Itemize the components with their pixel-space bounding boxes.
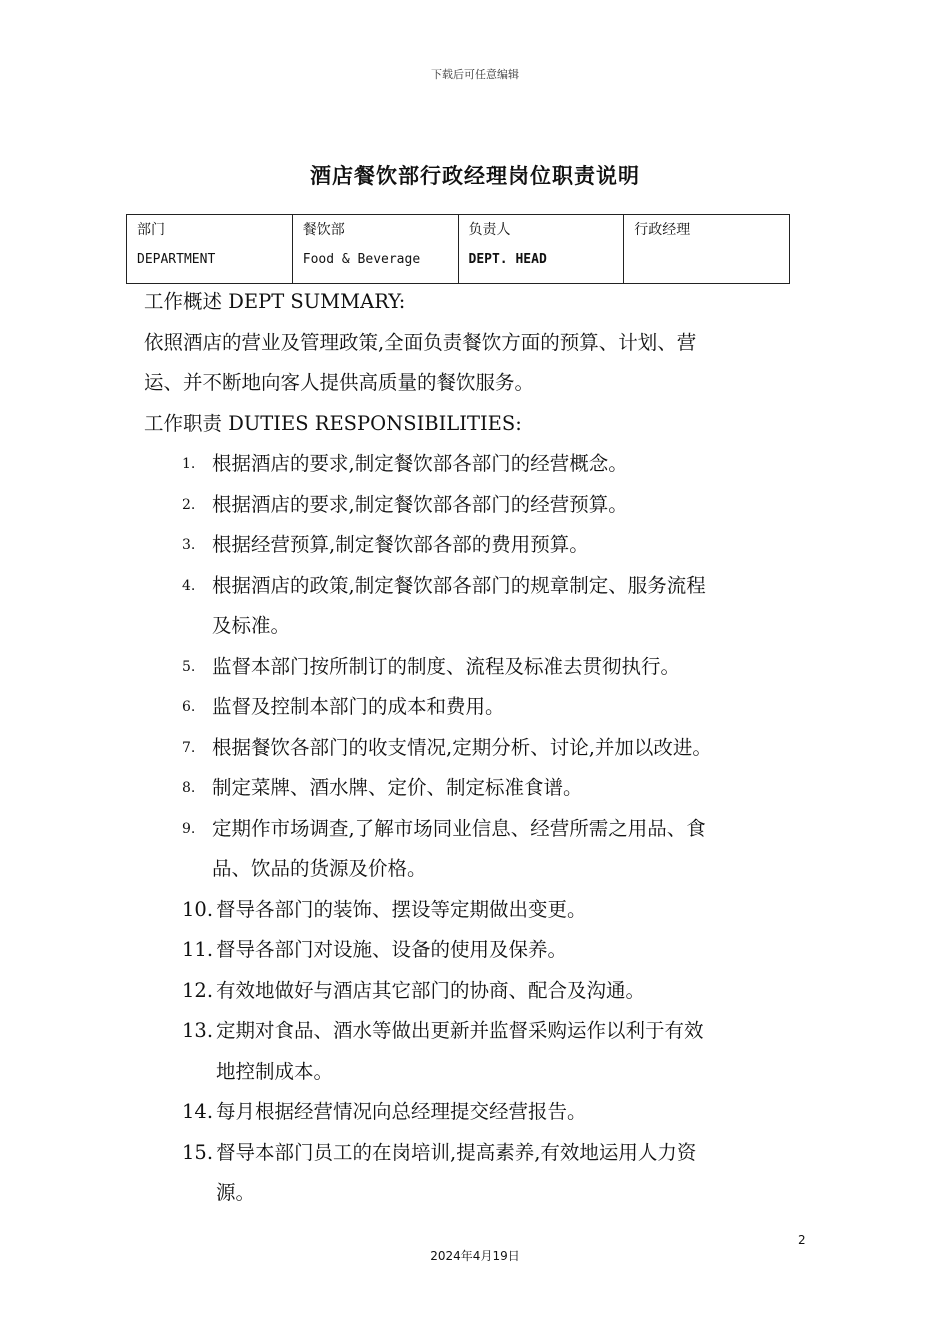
duty-text: 定期作市场调查,了解市场同业信息、经营所需之用品、食 [212, 816, 706, 840]
duty-text-continuation: 及标准。 [212, 614, 291, 637]
head-value-cell [624, 215, 790, 284]
duty-number: 4. [182, 577, 196, 594]
duty-number: 15. [182, 1140, 214, 1164]
summary-heading: 工作概述 DEPT SUMMARY: [144, 290, 406, 313]
duties-list [144, 444, 814, 1214]
dept-value-cn: 餐饮部 [302, 222, 345, 238]
duty-item [144, 1011, 814, 1092]
duty-text: 根据酒店的要求,制定餐饮部各部门的经营概念。 [212, 452, 628, 475]
page-number: 2 [798, 1233, 806, 1247]
duty-number: 6. [182, 699, 196, 715]
duty-text: 监督本部门按所制订的制度、流程及标准去贯彻执行。 [212, 654, 681, 678]
duty-number: 7. [182, 739, 196, 756]
duty-item [144, 1092, 814, 1133]
duty-text: 根据酒店的政策,制定餐饮部各部门的规章制定、服务流程 [212, 573, 706, 597]
duty-text-continuation: 品、饮品的货源及价格。 [212, 857, 427, 880]
duty-number: 12. [182, 978, 214, 1002]
duty-number: 11. [182, 938, 214, 961]
dept-value-cell [292, 215, 458, 284]
duty-number: 10. [182, 897, 214, 921]
duty-text: 每月根据经营情况向总经理提交经营报告。 [216, 1100, 587, 1123]
dept-label-cn: 部门 [137, 222, 165, 238]
head-label-cell [458, 215, 624, 284]
summary-line: 依照酒店的营业及管理政策,全面负责餐饮方面的预算、计划、营 [144, 330, 697, 354]
duty-text: 定期对食品、酒水等做出更新并监督采购运作以利于有效 [216, 1019, 704, 1042]
head-label-en: DEPT. HEAD [468, 252, 547, 267]
duty-text: 制定菜牌、酒水牌、定价、制定标准食谱。 [212, 776, 583, 799]
duty-item [144, 809, 814, 890]
duty-item [144, 444, 814, 485]
summary-line: 运、并不断地向客人提供高质量的餐饮服务。 [144, 371, 535, 394]
duty-text-continuation: 源。 [216, 1181, 256, 1204]
duty-item [144, 525, 814, 566]
duty-text: 督导各部门的装饰、摆设等定期做出变更。 [216, 897, 587, 921]
duty-text-continuation: 地控制成本。 [216, 1059, 334, 1083]
document-title: 酒店餐饮部行政经理岗位职责说明 [310, 164, 640, 188]
duty-text: 督导各部门对设施、设备的使用及保养。 [216, 938, 568, 961]
duty-text: 根据酒店的要求,制定餐饮部各部门的经营预算。 [212, 492, 628, 516]
duty-number: 8. [182, 780, 196, 796]
dept-label-cell [127, 215, 293, 284]
duty-item [144, 1133, 814, 1214]
footer-date: 2024年4月19日 [430, 1249, 520, 1263]
duty-text: 根据经营预算,制定餐饮部各部的费用预算。 [212, 533, 589, 556]
duty-text: 有效地做好与酒店其它部门的协商、配合及沟通。 [216, 978, 646, 1002]
duty-item [144, 647, 814, 688]
duty-number: 9. [182, 820, 196, 837]
document-body [144, 282, 814, 1214]
duty-number: 3. [182, 537, 196, 553]
duty-item [144, 566, 814, 647]
head-value: 行政经理 [634, 222, 691, 238]
duty-item [144, 971, 814, 1012]
head-label-cn: 负责人 [468, 222, 511, 238]
duty-text: 监督及控制本部门的成本和费用。 [212, 695, 505, 718]
duty-item [144, 687, 814, 728]
duty-number: 1. [182, 456, 196, 472]
duties-heading: 工作职责 DUTIES RESPONSIBILITIES: [144, 411, 522, 435]
duty-number: 13. [182, 1019, 214, 1042]
dept-label-en: DEPARTMENT [137, 252, 216, 267]
duty-item [144, 930, 814, 971]
duty-number: 14. [182, 1100, 214, 1123]
header-note: 下载后可任意编辑 [431, 68, 519, 81]
dept-value-en: Food & Beverage [302, 252, 421, 267]
department-info-table [126, 214, 790, 284]
duty-item [144, 728, 814, 769]
duty-item [144, 890, 814, 931]
duty-number: 2. [182, 496, 196, 513]
duty-item [144, 485, 814, 526]
duty-text: 督导本部门员工的在岗培训,提高素养,有效地运用人力资 [216, 1140, 697, 1164]
duty-text: 根据餐饮各部门的收支情况,定期分析、讨论,并加以改进。 [212, 735, 712, 759]
duty-number: 5. [182, 658, 196, 675]
duty-item [144, 768, 814, 809]
